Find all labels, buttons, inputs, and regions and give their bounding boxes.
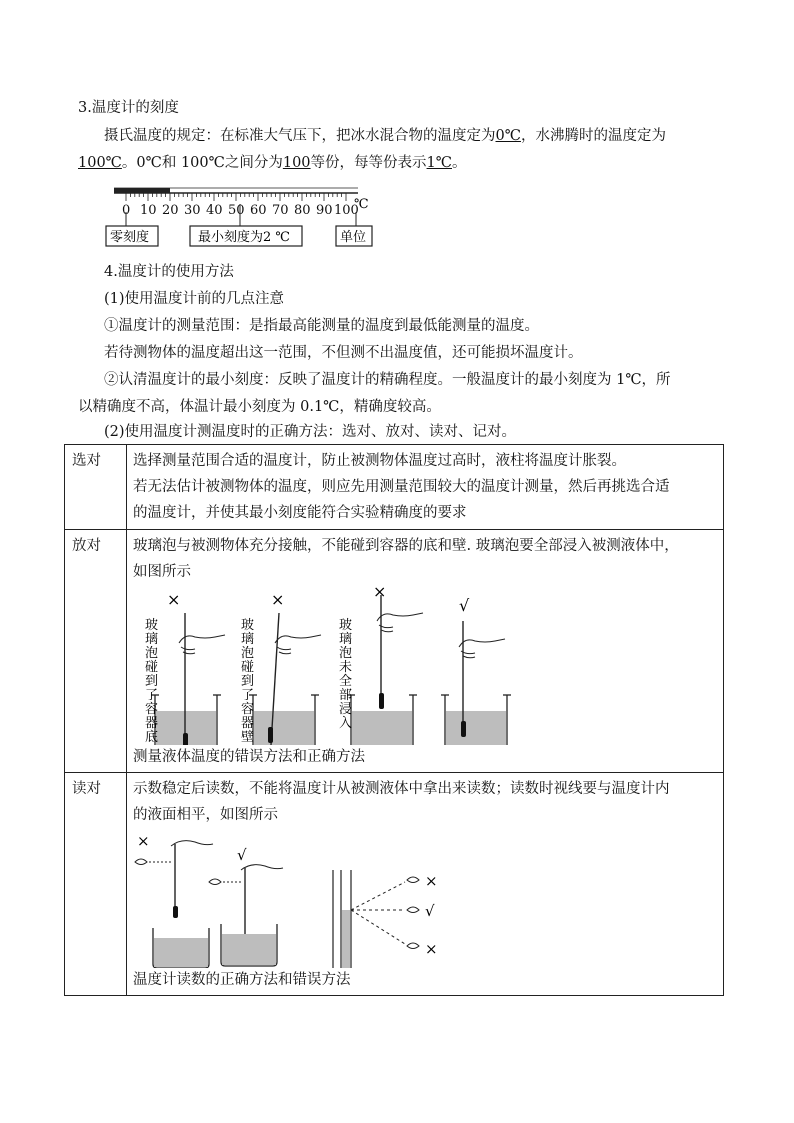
scale-tick-label: 0 <box>122 203 131 218</box>
label-unit: 单位 <box>340 230 367 245</box>
row-content: 玻璃泡与被测物体充分接触，不能碰到容器的底和壁. 玻璃泡要全部浸入被测液体中， 如图所示 × 玻 璃 泡 碰 到 了 容 器 底 × 玻 璃 泡 碰 到 了 容 器 壁 × 玻 璃 泡 未 全 部 浸 入 √ 测量液体温度的错误方法和正确方法 <box>127 530 724 773</box>
mark-b: √ <box>237 846 247 864</box>
scale-tick-label: 20 <box>162 203 179 218</box>
usage-method-table <box>64 444 724 996</box>
label-min-division: 最小刻度为2 ℃ <box>198 230 290 245</box>
section3-title: 3.温度计的刻度 <box>78 100 179 116</box>
vertical-caption-char: 未 <box>339 660 353 675</box>
scale-tick-label: 90 <box>316 203 333 218</box>
thermometer-scale-figure <box>100 178 390 252</box>
mark-3: × <box>373 585 387 601</box>
vertical-caption-char: 浸 <box>339 702 353 717</box>
vertical-caption-char: 到 <box>145 674 159 689</box>
vertical-caption-char: 玻 <box>145 618 159 633</box>
section4-p3a: ②认清温度计的最小刻度：反映了温度计的精确程度。一般温度计的最小刻度为 1℃，所 <box>104 372 671 388</box>
scale-tick-label: 40 <box>206 203 223 218</box>
vertical-caption-char: 了 <box>145 688 159 703</box>
vertical-caption-char: 玻 <box>339 618 353 633</box>
scale-tick-label: 50 <box>228 203 245 218</box>
scale-tick-label: 60 <box>250 203 267 218</box>
section4-sub1: (1)使用温度计前的几点注意 <box>104 291 285 307</box>
vertical-caption-char: 底 <box>145 730 159 745</box>
reading-figure <box>133 828 673 968</box>
row-label: 放对 <box>65 530 127 773</box>
vertical-caption-char: 器 <box>145 716 159 731</box>
placement-figure-caption: 测量液体温度的错误方法和正确方法 <box>133 749 365 765</box>
vertical-caption-char: 到 <box>241 674 255 689</box>
mark-d: √ <box>425 902 435 920</box>
section4-title: 4.温度计的使用方法 <box>104 264 234 280</box>
vertical-caption-char: 泡 <box>241 646 255 661</box>
row-content: 选择测量范围合适的温度计，防止被测物体温度过高时，液柱将温度计胀裂。 若无法估计被测物体的温度，则应先用测量范围较大的温度计测量，然后再挑选合适 的温度计，并使其最小刻度能符合实验精确度的要求 <box>127 445 724 530</box>
mark-2: × <box>271 590 285 609</box>
table-row <box>65 445 724 530</box>
section3-line2: 100℃。0℃和 100℃之间分为100等份，每等份表示1℃。 <box>78 155 467 171</box>
section4-sub2: (2)使用温度计测温度时的正确方法：选对、放对、读对、记对。 <box>104 424 517 440</box>
section4-p3b: 以精确度不高，体温计最小刻度为 0.1℃，精确度较高。 <box>78 399 441 415</box>
vertical-caption-char: 碰 <box>241 660 255 675</box>
mark-e: × <box>425 940 438 958</box>
table-row <box>65 773 724 996</box>
scale-tick-label: 80 <box>294 203 311 218</box>
row-label: 读对 <box>65 773 127 996</box>
vertical-caption-char: 容 <box>145 702 159 717</box>
section4-p2: 若待测物体的温度超出这一范围，不但测不出温度值，还可能损坏温度计。 <box>104 345 583 361</box>
scale-tick-label: 100 <box>334 203 359 218</box>
vertical-caption-char: 壁 <box>241 730 255 745</box>
row-label: 选对 <box>65 445 127 530</box>
placement-figure <box>133 585 673 745</box>
scale-tick-label: 30 <box>184 203 201 218</box>
section4-p1: ①温度计的测量范围：是指最高能测量的温度到最低能测量的温度。 <box>104 318 539 334</box>
blank-divisions: 100 <box>282 155 311 171</box>
mark-4: √ <box>459 596 470 615</box>
vertical-caption-char: 璃 <box>339 632 353 647</box>
section3-line1: 摄氏温度的规定：在标准大气压下，把冰水混合物的温度定为0℃，水沸腾时的温度定为 <box>104 128 666 144</box>
mark-1: × <box>167 590 181 609</box>
vertical-caption-char: 部 <box>339 688 353 703</box>
blank-ice-point: 0℃ <box>495 128 521 144</box>
vertical-caption-char: 璃 <box>145 632 159 647</box>
vertical-caption-char: 碰 <box>145 660 159 675</box>
table-row <box>65 530 724 773</box>
vertical-caption-char: 玻 <box>241 618 255 633</box>
mark-c: × <box>425 872 438 890</box>
vertical-caption-char: 容 <box>241 702 255 717</box>
vertical-caption-char: 璃 <box>241 632 255 647</box>
vertical-caption-char: 泡 <box>339 646 353 661</box>
row-content: 示数稳定后读数，不能将温度计从被测液体中拿出来读数；读数时视线要与温度计内 的液面相平，如图所示 × √ × √ × 温度计读数的正确方法和错误方法 <box>127 773 724 996</box>
vertical-caption-char: 器 <box>241 716 255 731</box>
vertical-caption-char: 了 <box>241 688 255 703</box>
vertical-caption-char: 全 <box>339 674 353 689</box>
scale-tick-label: 10 <box>140 203 157 218</box>
mark-a: × <box>137 832 150 850</box>
vertical-caption-char: 泡 <box>145 646 159 661</box>
scale-unit-symbol: ℃ <box>354 197 369 212</box>
blank-unit-degree: 1℃ <box>426 155 452 171</box>
blank-boil-point: 100℃ <box>78 155 122 171</box>
label-zero: 零刻度 <box>110 230 150 245</box>
reading-figure-caption: 温度计读数的正确方法和错误方法 <box>133 972 351 988</box>
vertical-caption-char: 入 <box>339 716 353 731</box>
scale-tick-label: 70 <box>272 203 289 218</box>
